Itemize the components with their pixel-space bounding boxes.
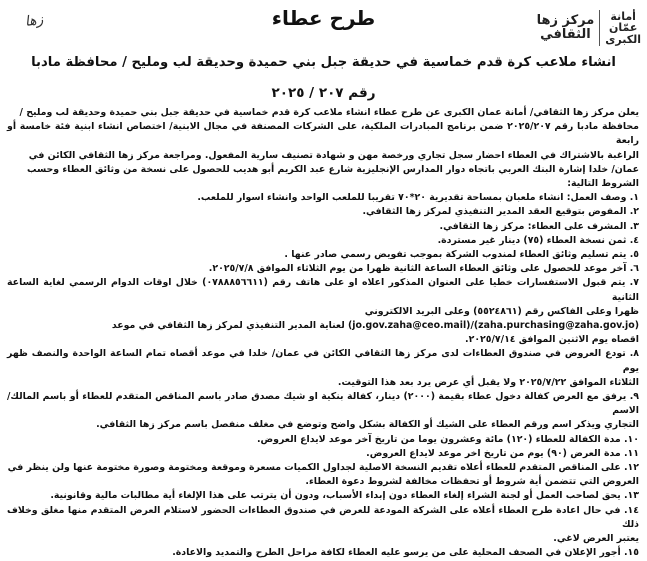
intro-line: عمان/ خلدا إشارة البنك العربي باتجاه دوار المدارس الإنجليزية شارع عبد الكريم أبو هديب للحصول على نسخة من وثائق العطاء وحسب	[27, 163, 639, 175]
logo-line-thaqafi: الثقافي	[540, 27, 591, 42]
header	[0, 0, 647, 56]
condition-line: ٩. يرفق مع العرض كفالة دخول عطاء بقيمة (٢٠٠٠) دينار، كفالة بنكية او شيك مصدق صادر باسم المناقص المتقدم للعطاء أو باسم المالك/ الاسم	[7, 391, 639, 417]
condition-line: ٤. ثمن نسخة العطاء (٧٥) دينار غير مستردة.	[437, 234, 639, 246]
condition-line: ١٣. يحق لصاحب العمل أو لجنة الشراء إلغاء العطاء دون إبداء الأسباب، ودون أن يترتب على هذا الإلغاء أية مطالبات مالية وقانونية.	[50, 490, 639, 502]
zaha-signature-logo: زها	[23, 11, 45, 31]
condition-line: ٢. المفوض بتوقيع العقد المدير التنفيذي لمركز زها الثقافي.	[362, 206, 639, 218]
condition-line: ١٤. في حال اعادة طرح العطاء أعلاه على الشركة المودعة للعرض في صندوق العطاءات الحضور لاستلام العرض المتقدم منها مغلق وخلاف ذلك	[7, 504, 639, 530]
condition-line: التجاري ويذكر اسم ورقم العطاء على الشيك أو الكفالة بشكل واضح وتوضع في مغلف منفصل باسم مركز زها الثقافي.	[96, 419, 639, 431]
condition-line: يعتبر العرض لاغي.	[553, 533, 639, 545]
condition-line: العروض التي تتضمن أية شروط أو تحفظات مخالفة لشروط دعوة العطاء.	[305, 476, 639, 488]
intro-line: الشروط التالية:	[567, 178, 639, 190]
condition-line: ١٢. على المناقص المتقدم للعطاء أعلاه تقديم النسخة الاصلية لجداول الكميات مسعرة وموقعة ومختومة وصورة مختومة عنها ولن ينظر في	[7, 462, 639, 474]
condition-line: ٣. المشرف على العطاء: مركز زها الثقافي.	[439, 220, 639, 232]
condition-line: الثلاثاء الموافق ٢٠٢٥/٧/٢٢ ولا يقبل أي عرض يرد بعد هذا التوقيت.	[337, 376, 639, 388]
intro-line: محافظة مادبا رقم ٢٠٢٥/٢٠٧ ضمن برنامج المبادرات الملكية، على الشركات المصنفة في مجال الابنية/ اختصاص انشاء ابنية فئة خامسة أو رابعة	[7, 121, 639, 147]
logo-line-markaz-zaha: مركز زها	[536, 13, 595, 29]
tender-body	[7, 106, 639, 561]
intro-line: يعلن مركز زها الثقافي/ أمانة عمان الكبرى عن طرح عطاء انشاء ملاعب كرة قدم خماسية في حديقة جبل بني حميدة وحديقة لب ومليح /	[19, 107, 639, 118]
condition-line: ١. وصف العمل: انشاء ملعبان بمساحة تقديرية ٢٠*٧٠ تقريبا للملعب الواحد وانشاء اسوار للملعب.	[197, 192, 639, 204]
condition-line: ٧. يتم قبول الاستفسارات خطيا على العنوان المذكور اعلاه او على هاتف رقم (٠٧٨٨٨٥٦٦١١) خلال اوقات الدوام الرسمي لغاية الساعة الثانية	[7, 277, 639, 303]
condition-line: ١٥. أجور الإعلان في الصحف المحلية على من يرسو عليه العطاء لكافة مراحل الطرح والتمديد والاعادة.	[172, 547, 639, 559]
condition-line: ٦. آخر موعد للحصول على وثائق العطاء الساعة الثانية ظهرا من يوم الثلاثاء الموافق ٢٠٢٥/٧/٨.	[208, 263, 639, 275]
logo-line-amman: عمّان	[608, 21, 638, 35]
condition-line: ١١. مدة العرض (٩٠) يوم من تاريخ اخر موعد لايداع العروض.	[366, 447, 639, 459]
condition-line: (zaha.purchasing@zaha.gov.jo)/(jo.gov.zaha@ceo.mail) لعناية المدير التنفيذي لمركز زها الثقافي في موعد	[111, 320, 639, 332]
tender-number: رقم ٢٠٧ / ٢٠٢٥	[271, 85, 376, 101]
condition-line: ٨. تودع العروض في صندوق العطاءات لدى مركز زها الثقافي الكائن في عمان/ خلدا في موعد أقصاه تمام الساعة الواحدة والنصف ظهر يوم	[7, 348, 639, 374]
condition-line: اقصاه يوم الاثنين الموافق ٢٠٢٥/٧/١٤.	[465, 334, 639, 346]
tender-subtitle: انشاء ملاعب كرة قدم خماسية في حديقة جبل بني حميدة وحديقة لب ومليح / محافظة مادبا	[31, 55, 616, 70]
logo-line-amanah: أمانة	[610, 9, 636, 23]
condition-line: ٥. يتم تسليم وثائق العطاء لمندوب الشركة بموجب تفويض رسمي صادر عنها .	[284, 249, 639, 261]
condition-line: ظهرا وعلى الفاكس رقم (٥٥٢٤٨٦١) وعلى البريد الالكتروني	[364, 305, 639, 317]
page-title: طرح عطاء	[271, 6, 376, 30]
logo-line-kubra: الكبرى	[605, 32, 641, 46]
condition-line: ١٠. مدة الكفالة للعطاء (١٢٠) مائة وعشرون يوما من تاريخ آخر موعد لايداع العروض.	[256, 433, 639, 445]
intro-line: الراغبة بالاشتراك في العطاء احضار سجل تجاري ورخصة مهن و شهادة تصنيف سارية المفعول. ومراجعة مركز زها الثقافي الكائن في	[28, 149, 639, 161]
